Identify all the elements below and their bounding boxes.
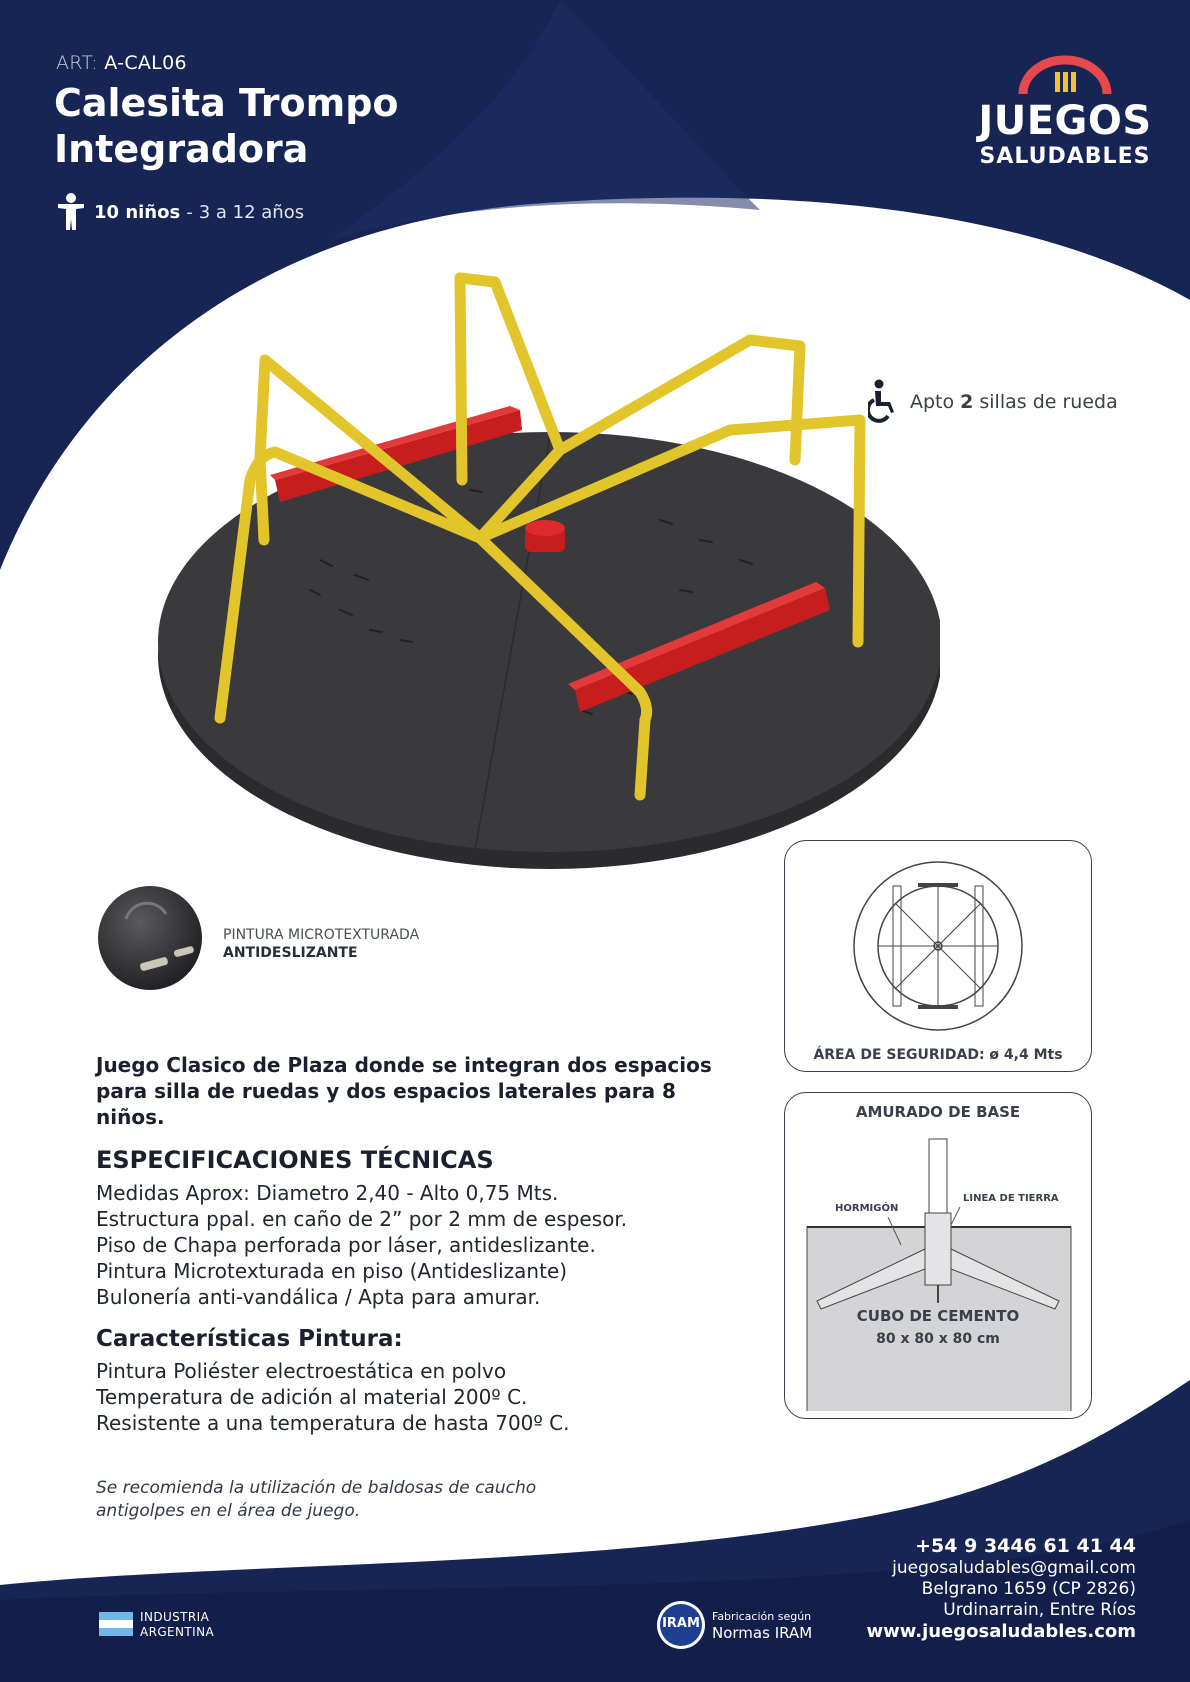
- spec-item: Pintura Microtexturada en piso (Antideslizante): [96, 1259, 568, 1283]
- contact-info: [820, 1534, 1136, 1642]
- safety-area-diagram: [853, 861, 1023, 1031]
- product-description: Juego Clasico de Plaza donde se integran dos espacios para silla de ruedas y dos espacios laterales para 8 niños.: [96, 1053, 712, 1129]
- spec-item: Piso de Chapa perforada por láser, antideslizante.: [96, 1233, 596, 1257]
- title-line-2: Integradora: [54, 127, 309, 171]
- safety-area-box: [784, 840, 1092, 1072]
- industria-argentina: [140, 1610, 214, 1640]
- iram-logo: [656, 1600, 706, 1650]
- contact-address-2: Urdinarrain, Entre Ríos: [943, 1600, 1136, 1620]
- product-title: [54, 80, 474, 172]
- base-anchoring-diagram: [785, 1129, 1091, 1411]
- paint-feature-item: Pintura Poliéster electroestática en polvo: [96, 1359, 507, 1383]
- label-hormigon: HORMIGÓN: [835, 1203, 899, 1214]
- art-code-value: A-CAL06: [104, 52, 187, 74]
- spec-item: Estructura ppal. en caño de 2” por 2 mm de espesor.: [96, 1207, 628, 1231]
- specs-list: [96, 1180, 627, 1310]
- spec-item: Bulonería anti-vandálica / Apta para amurar.: [96, 1285, 541, 1309]
- kids-capacity: [56, 192, 304, 232]
- industria-line-1: INDUSTRIA: [140, 1610, 210, 1624]
- contact-phone[interactable]: +54 9 3446 61 41 44: [915, 1535, 1136, 1557]
- wheelchair-icon: [868, 378, 898, 426]
- paint-sample-caption: [223, 926, 419, 962]
- logo-text-saludables: SALUDABLES: [979, 144, 1151, 169]
- paint-features-list: [96, 1358, 570, 1436]
- cement-cube-size: 80 x 80 x 80 cm: [876, 1331, 1000, 1347]
- iram-line-1: Fabricación según: [712, 1610, 812, 1623]
- wheelchair-suffix: sillas de rueda: [979, 391, 1118, 413]
- paint-feature-item: Temperatura de adición al material 200º C.: [96, 1385, 528, 1409]
- paint-caption-line-2: ANTIDESLIZANTE: [223, 945, 358, 961]
- contact-address-1: Belgrano 1659 (CP 2826): [921, 1579, 1136, 1599]
- contact-website[interactable]: www.juegosaludables.com: [866, 1621, 1136, 1642]
- child-icon: [56, 192, 86, 232]
- paint-texture-sample: [96, 884, 204, 992]
- wheelchair-prefix: Apto: [910, 391, 955, 413]
- art-label: ART:: [56, 52, 98, 74]
- wheelchair-count: 2: [960, 391, 974, 413]
- iram-norms: [712, 1610, 812, 1642]
- brand-logo: [975, 52, 1155, 172]
- base-box-title: AMURADO DE BASE: [855, 1103, 1021, 1121]
- spec-item: Medidas Aprox: Diametro 2,40 - Alto 0,75 Mts.: [96, 1181, 559, 1205]
- logo-text-juegos: JUEGOS: [978, 98, 1152, 144]
- argentina-flag-icon: [99, 1612, 133, 1636]
- cement-cube-title: CUBO DE CEMENTO: [856, 1307, 1020, 1325]
- logo-arc-icon: [975, 52, 1155, 102]
- label-linea-de-tierra: LINEA DE TIERRA: [963, 1193, 1059, 1204]
- recommendation-note: Se recomienda la utilización de baldosas de caucho antigolpes en el área de juego.: [96, 1478, 537, 1521]
- kids-separator: -: [186, 201, 193, 223]
- iram-line-2: Normas IRAM: [712, 1624, 813, 1642]
- article-code: [56, 52, 187, 74]
- paint-caption-line-1: PINTURA MICROTEXTURADA: [223, 927, 420, 943]
- wheelchair-capacity: [868, 378, 1118, 426]
- paint-feature-item: Resistente a una temperatura de hasta 700º C.: [96, 1411, 570, 1435]
- title-line-1: Calesita Trompo: [54, 81, 399, 125]
- kids-age-range: 3 a 12 años: [198, 201, 305, 223]
- industria-line-2: ARGENTINA: [140, 1625, 215, 1639]
- product-render: [140, 270, 940, 870]
- contact-email[interactable]: juegosaludables@gmail.com: [892, 1558, 1136, 1578]
- safety-area-caption: ÁREA DE SEGURIDAD: ø 4,4 Mts: [813, 1047, 1063, 1063]
- paint-features-heading: Características Pintura:: [96, 1326, 403, 1352]
- base-anchoring-box: [784, 1092, 1092, 1419]
- specs-heading: ESPECIFICACIONES TÉCNICAS: [96, 1146, 494, 1174]
- kids-count: 10 niños: [94, 201, 181, 223]
- iram-logo-text: IRAM: [662, 1616, 700, 1631]
